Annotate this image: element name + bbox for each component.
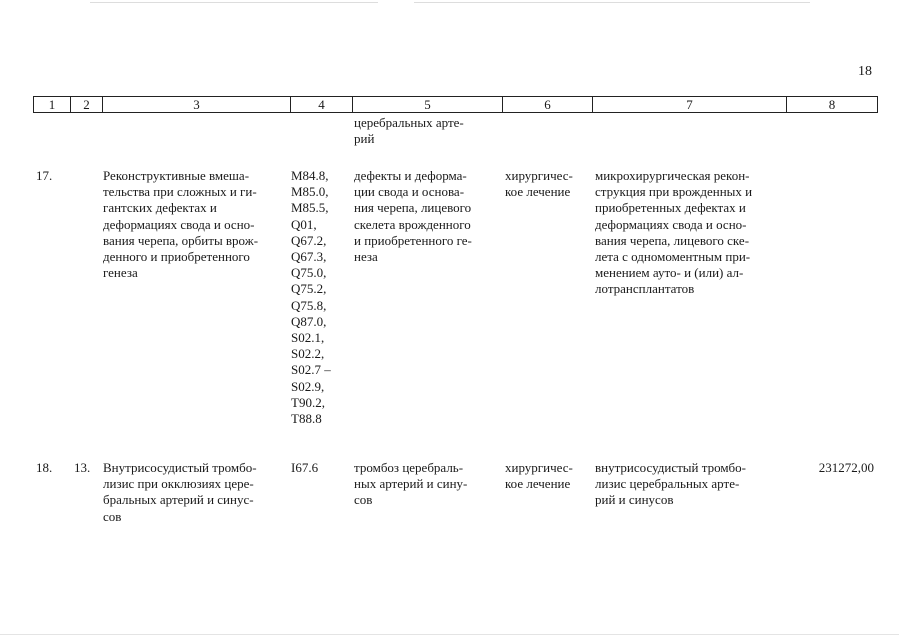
icd-code: S02.1,	[291, 330, 325, 346]
text-line: кое лечение	[505, 184, 571, 200]
text-line: лета с одномоментным при-	[595, 249, 751, 265]
header-col-1: 1	[48, 97, 56, 112]
row-number: 17.	[36, 168, 53, 183]
page-number: 18	[858, 64, 872, 79]
header-col-5: 5	[352, 97, 502, 112]
text-line: тромбоз церебраль-	[354, 460, 464, 475]
icd-code: I67.6	[291, 460, 319, 475]
icd-code: Q67.2,	[291, 232, 327, 248]
text-line: вания черепа, орбиты врож-	[103, 232, 259, 248]
text-line: деформациях свода и осно-	[103, 216, 255, 232]
model-of-patient	[354, 168, 498, 265]
icd-code: T88.8	[291, 411, 322, 427]
treatment-method	[595, 168, 783, 298]
text-line: ния черепа, лицевого	[354, 200, 472, 216]
text-line: Реконструктивные вмеша-	[103, 168, 250, 183]
icd-code: Q87.0,	[291, 313, 327, 329]
text-line: хирургичес-	[505, 168, 573, 183]
text-line: лизис церебральных арте-	[595, 476, 740, 492]
text-line: хирургичес-	[505, 460, 573, 475]
icd-code: S02.7 –	[291, 362, 331, 378]
text-line: микрохирургическая рекон-	[595, 168, 750, 183]
scan-artifact-top	[90, 2, 810, 3]
text-line: кое лечение	[505, 476, 571, 492]
text-line: приобретенных дефектах и	[595, 200, 746, 216]
icd-code: S02.2,	[291, 346, 325, 362]
icd-code: T90.2,	[291, 394, 325, 410]
text-line: гантских дефектах и	[103, 200, 217, 216]
scan-artifact-bottom	[0, 634, 899, 635]
procedure-name	[103, 168, 287, 281]
text-line: рий и синусов	[595, 492, 674, 508]
text-line: ции свода и основа-	[354, 184, 465, 200]
text-line: тельства при сложных и ги-	[103, 184, 257, 200]
text-line: генеза	[103, 265, 138, 281]
table-header-row	[33, 96, 878, 113]
icd-code: Q75.8,	[291, 297, 327, 313]
icd-code: S02.9,	[291, 378, 325, 394]
header-col-2: 2	[70, 97, 102, 112]
icd-codes	[291, 460, 353, 476]
header-col-4: 4	[290, 97, 352, 112]
text-line: вания черепа, лицевого ске-	[595, 232, 750, 248]
text-line: рий	[354, 131, 375, 147]
text-line: неза	[354, 249, 378, 265]
header-col-7: 7	[592, 97, 786, 112]
text-line: церебральных артe-	[354, 115, 464, 130]
text-line: Внутрисосудистый тромбо-	[103, 460, 257, 475]
model-of-patient	[354, 460, 498, 509]
treatment-type	[505, 460, 591, 492]
text-line: и приобретенного ге-	[354, 232, 472, 248]
header-col-8: 8	[786, 97, 877, 112]
icd-code: Q75.2,	[291, 281, 327, 297]
text-line: лотрансплантатов	[595, 281, 695, 297]
text-line: лизис при окклюзиях цере-	[103, 476, 254, 492]
treatment-type	[505, 168, 591, 200]
text-line: внутрисосудистый тромбо-	[595, 460, 746, 475]
icd-codes	[291, 168, 353, 427]
header-col-6: 6	[502, 97, 592, 112]
sub-number: 13.	[74, 460, 91, 475]
procedure-name	[103, 460, 287, 525]
text-line: менением ауто- и (или) ал-	[595, 265, 744, 281]
text-line: дефекты и деформа-	[354, 168, 467, 183]
icd-code: M85.5,	[291, 200, 329, 216]
header-col-3: 3	[102, 97, 290, 112]
text-line: деформациях свода и осно-	[595, 216, 747, 232]
text-line: сов	[103, 508, 122, 524]
icd-code: M85.0,	[291, 184, 329, 200]
icd-code: M84.8,	[291, 168, 329, 183]
icd-code: Q67.3,	[291, 249, 327, 265]
row-number: 18.	[36, 460, 53, 475]
text-line: скелета врожденного	[354, 216, 471, 232]
continuation-col5	[354, 115, 498, 147]
cost-value: 231272,00	[818, 460, 874, 475]
text-line: струкция при врожденных и	[595, 184, 753, 200]
treatment-method	[595, 460, 783, 509]
text-line: бральных артерий и синус-	[103, 492, 254, 508]
icd-code: Q01,	[291, 216, 317, 232]
text-line: сов	[354, 492, 373, 508]
text-line: ных артерий и сину-	[354, 476, 468, 492]
icd-code: Q75.0,	[291, 265, 327, 281]
text-line: денного и приобретенного	[103, 249, 250, 265]
